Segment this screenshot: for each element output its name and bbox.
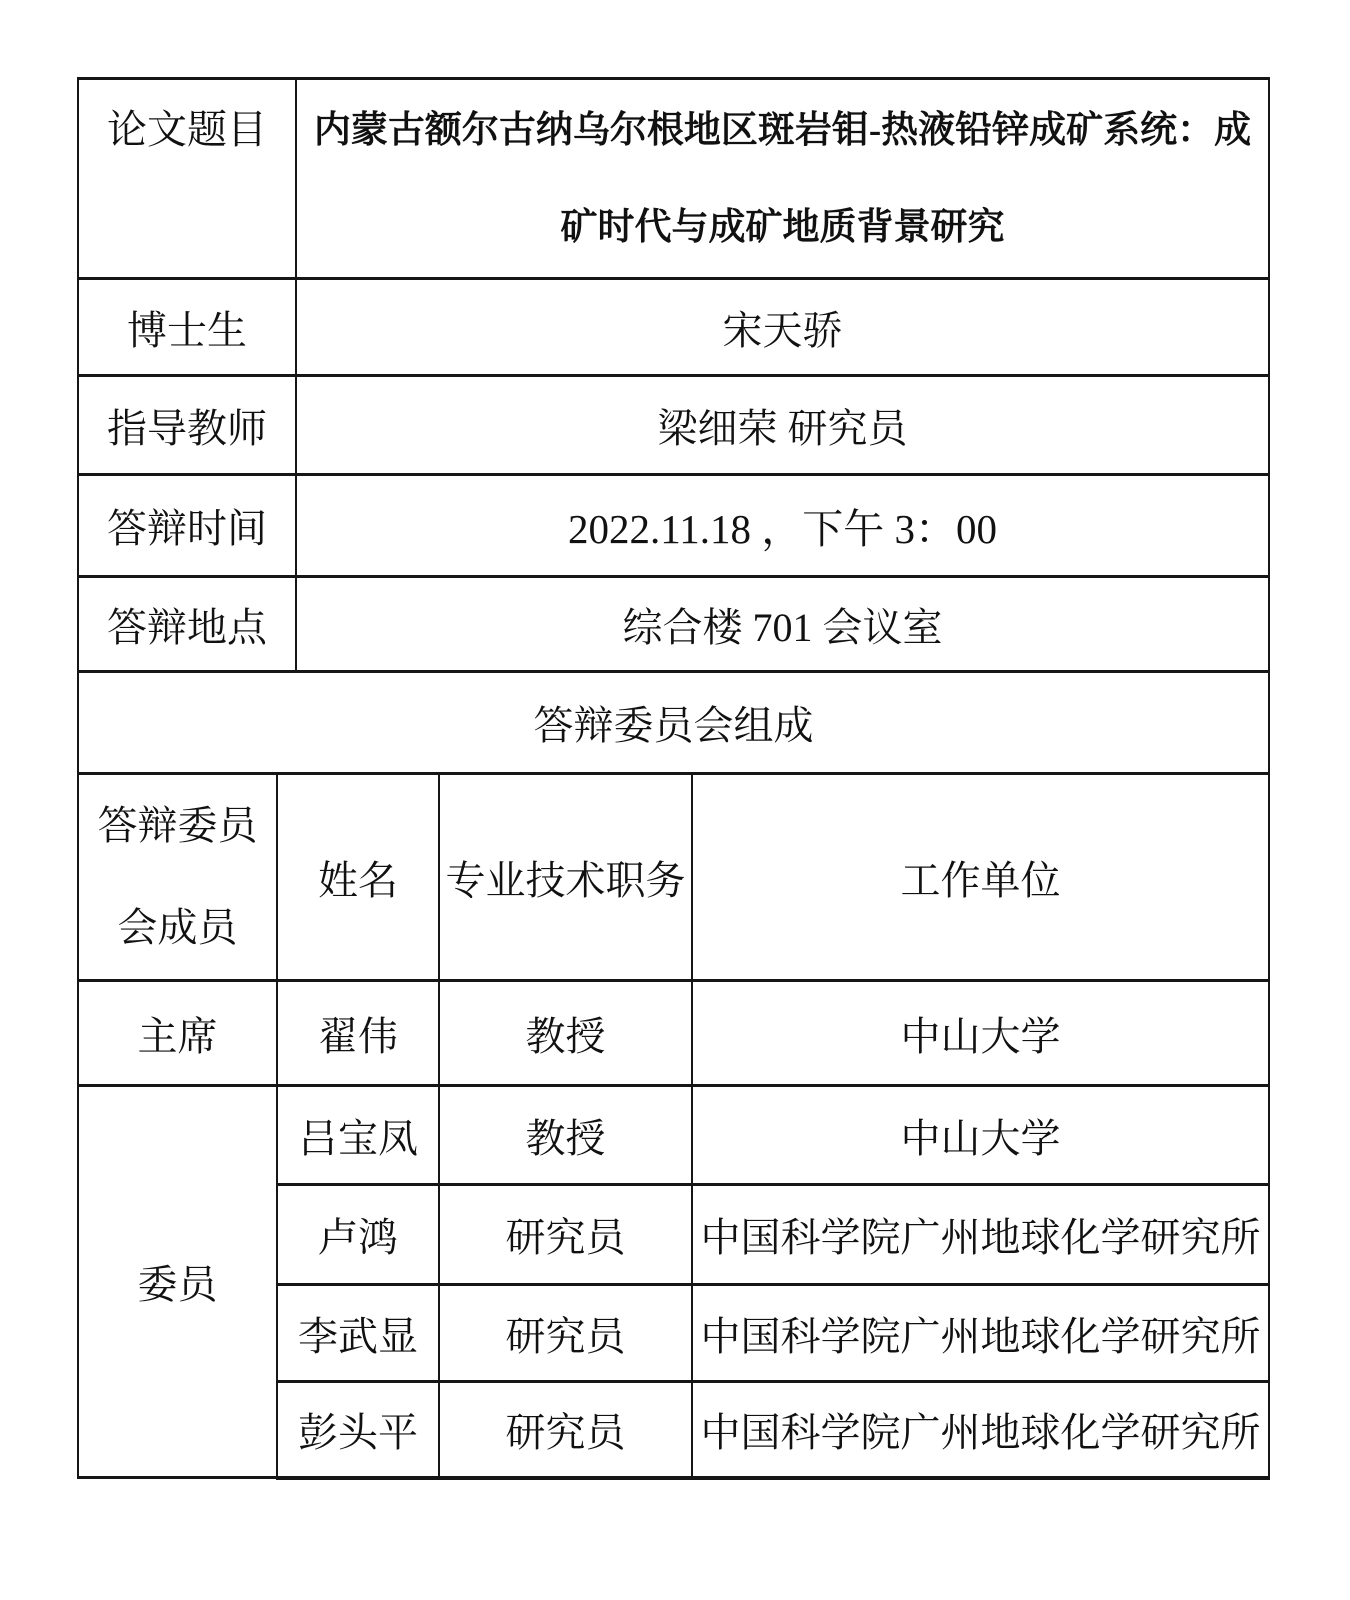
- member-name: 彭头平: [277, 1382, 439, 1478]
- member-affiliation: 中山大学: [692, 1086, 1269, 1185]
- row-advisor: [78, 376, 1269, 475]
- value-defense-time: 2022.11.18 ，下午 3：00: [296, 475, 1269, 577]
- section-header-cell: 答辩委员会组成: [78, 672, 1269, 774]
- chair-role: 主席: [78, 981, 277, 1086]
- label-advisor: 指导教师: [78, 376, 296, 475]
- row-chair: [78, 981, 1269, 1086]
- member-title: 研究员: [439, 1285, 692, 1382]
- member-name: 吕宝凤: [277, 1086, 439, 1185]
- chair-name: 翟伟: [277, 981, 439, 1086]
- row-committee-header: [78, 774, 1269, 981]
- header-name: 姓名: [277, 774, 439, 981]
- chair-affiliation: 中山大学: [692, 981, 1269, 1086]
- member-name: 卢鸿: [277, 1185, 439, 1285]
- value-phd-student: 宋天骄: [296, 279, 1269, 376]
- member-affiliation: 中国科学院广州地球化学研究所: [692, 1382, 1269, 1478]
- thesis-title-label: 论文题目: [107, 107, 267, 152]
- thesis-title-line-2: 矿时代与成矿地质背景研究: [560, 206, 1005, 248]
- header-professional-title: 专业技术职务: [439, 774, 692, 981]
- member-title: 研究员: [439, 1185, 692, 1285]
- label-defense-time: 答辩时间: [78, 475, 296, 577]
- member-affiliation: 中国科学院广州地球化学研究所: [692, 1285, 1269, 1382]
- member-name: 李武显: [277, 1285, 439, 1382]
- member-title: 研究员: [439, 1382, 692, 1478]
- table-row-member: [78, 1086, 1269, 1185]
- chair-title: 教授: [439, 981, 692, 1086]
- thesis-title-line-1: 内蒙古额尔古纳乌尔根地区斑岩钼-热液铅锌成矿系统：成: [313, 109, 1252, 151]
- value-thesis-title: [296, 79, 1269, 279]
- row-defense-location: [78, 577, 1269, 672]
- header-committee-members-line-1: 答辩委员: [97, 803, 258, 848]
- value-defense-location: 综合楼 701 会议室: [296, 577, 1269, 672]
- row-defense-time: [78, 475, 1269, 577]
- row-phd-student: [78, 279, 1269, 376]
- defense-info-table: [77, 77, 1270, 1480]
- label-thesis-title: [78, 79, 296, 279]
- header-committee-members-line-2: 会成员: [117, 905, 238, 950]
- row-section-header: [78, 672, 1269, 774]
- member-title: 教授: [439, 1086, 692, 1185]
- label-phd-student: 博士生: [78, 279, 296, 376]
- label-defense-location: 答辩地点: [78, 577, 296, 672]
- header-affiliation: 工作单位: [692, 774, 1269, 981]
- header-committee-members: [78, 774, 277, 981]
- row-thesis-title: [78, 79, 1269, 279]
- member-affiliation: 中国科学院广州地球化学研究所: [692, 1185, 1269, 1285]
- value-advisor: 梁细荣 研究员: [296, 376, 1269, 475]
- members-role: 委员: [78, 1086, 277, 1478]
